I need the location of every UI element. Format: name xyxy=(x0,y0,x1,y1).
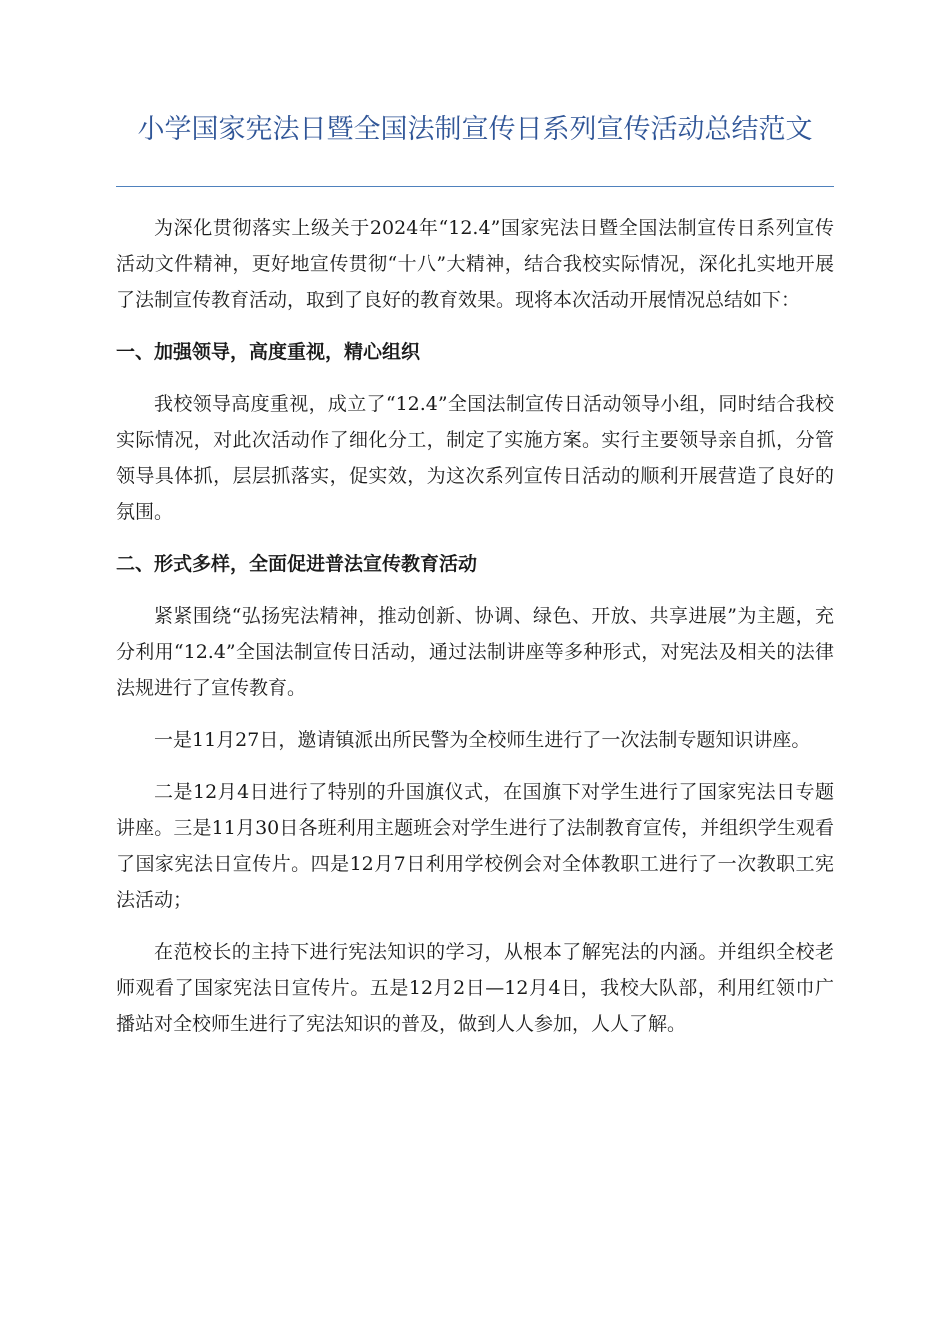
intro-paragraph: 为深化贯彻落实上级关于2024年“12.4”国家宪法日暨全国法制宣传日系列宣传活动文件精神，更好地宣传贯彻“十八”大精神，结合我校实际情况，深化扎实地开展了法制宣传教育活动，取到了良好的教育效果。现将本次活动开展情况总结如下： xyxy=(116,217,834,311)
section-heading-1: 一、加强领导，高度重视，精心组织 xyxy=(116,341,421,363)
section-2-paragraph-4: 在范校长的主持下进行宪法知识的学习，从根本了解宪法的内涵。并组织全校老师观看了国家宪法日宣传片。五是12月2日—12月4日，我校大队部，利用红领巾广播站对全校师生进行了宪法知识的普及，做到人人参加，人人了解。 xyxy=(116,941,834,1035)
section-1-paragraph: 我校领导高度重视，成立了“12.4”全国法制宣传日活动领导小组，同时结合我校实际情况，对此次活动作了细化分工，制定了实施方案。实行主要领导亲自抓，分管领导具体抓，层层抓落实，促实效，为这次系列宣传日活动的顺利开展营造了良好的氛围。 xyxy=(116,393,834,523)
section-2-paragraph-1: 紧紧围绕“弘扬宪法精神，推动创新、协调、绿色、开放、共享进展”为主题，充分利用“12.4”全国法制宣传日活动，通过法制讲座等多种形式，对宪法及相关的法律法规进行了宣传教育。 xyxy=(116,605,834,699)
document-body xyxy=(116,210,834,1058)
title-divider xyxy=(116,186,834,187)
section-2-paragraph-2: 一是11月27日，邀请镇派出所民警为全校师生进行了一次法制专题知识讲座。 xyxy=(154,729,811,751)
section-heading-2: 二、形式多样，全面促进普法宣传教育活动 xyxy=(116,553,478,575)
page-title: 小学国家宪法日暨全国法制宣传日系列宣传活动总结范文 xyxy=(137,114,813,145)
section-2-paragraph-3: 二是12月4日进行了特别的升国旗仪式，在国旗下对学生进行了国家宪法日专题讲座。三是11月30日各班利用主题班会对学生进行了法制教育宣传，并组织学生观看了国家宪法日宣传片。四是12月7日利用学校例会对全体教职工进行了一次教职工宪法活动； xyxy=(116,781,834,911)
